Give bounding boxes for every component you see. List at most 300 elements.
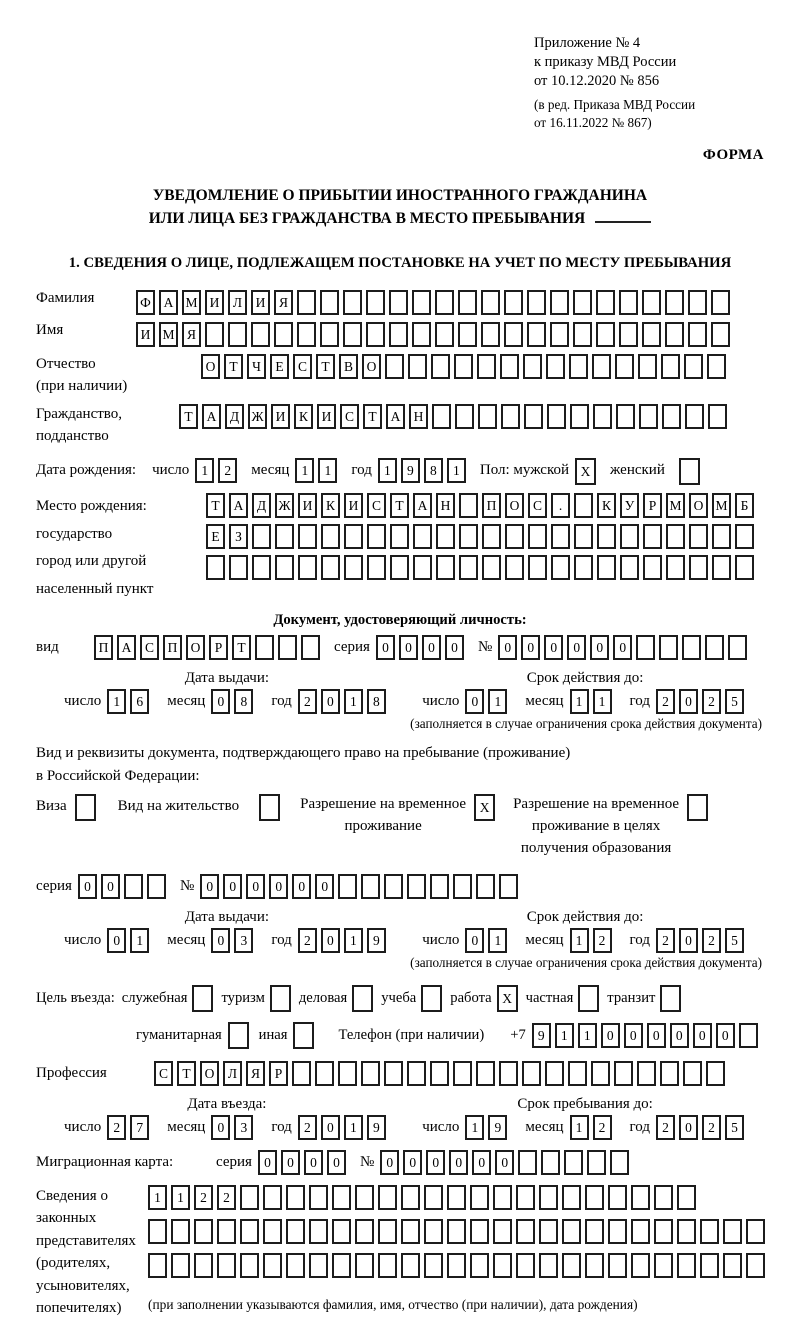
form-cell[interactable]	[458, 322, 477, 347]
form-cell[interactable]	[436, 524, 455, 549]
form-cell[interactable]	[688, 290, 707, 315]
form-cell[interactable]	[401, 1185, 420, 1210]
form-cell[interactable]: 0	[211, 689, 230, 714]
form-cell[interactable]	[518, 1150, 537, 1175]
form-cell[interactable]: П	[482, 493, 501, 518]
form-cell[interactable]	[481, 322, 500, 347]
form-cell[interactable]: 9	[401, 458, 420, 483]
form-cell[interactable]	[707, 354, 726, 379]
form-cell[interactable]	[493, 1219, 512, 1244]
form-cell[interactable]	[390, 524, 409, 549]
form-cell[interactable]	[619, 322, 638, 347]
form-cell[interactable]: 0	[304, 1150, 323, 1175]
id-issued-year-input[interactable]	[298, 689, 390, 714]
form-cell[interactable]	[171, 1253, 190, 1278]
form-cell[interactable]: 0	[258, 1150, 277, 1175]
form-cell[interactable]	[661, 354, 680, 379]
form-cell[interactable]	[147, 874, 166, 899]
form-cell[interactable]	[700, 1219, 719, 1244]
form-cell[interactable]: Р	[209, 635, 228, 660]
purpose-ucheba-checkbox[interactable]	[421, 985, 442, 1012]
form-cell[interactable]	[499, 1061, 518, 1086]
form-cell[interactable]	[453, 1061, 472, 1086]
representatives-line3-input[interactable]	[148, 1253, 769, 1278]
form-cell[interactable]	[596, 322, 615, 347]
form-cell[interactable]	[493, 1253, 512, 1278]
form-cell[interactable]: 0	[281, 1150, 300, 1175]
form-cell[interactable]: З	[229, 524, 248, 549]
form-cell[interactable]	[735, 555, 754, 580]
form-cell[interactable]: 2	[702, 928, 721, 953]
id-valid-day-input[interactable]	[465, 689, 511, 714]
form-cell[interactable]: Т	[232, 635, 251, 660]
form-cell[interactable]	[643, 555, 662, 580]
form-cell[interactable]: 0	[211, 1115, 230, 1140]
form-cell[interactable]: 1	[195, 458, 214, 483]
form-cell[interactable]	[309, 1185, 328, 1210]
form-cell[interactable]: 0	[223, 874, 242, 899]
form-cell[interactable]: И	[317, 404, 336, 429]
form-cell[interactable]	[504, 322, 523, 347]
form-cell[interactable]	[332, 1185, 351, 1210]
form-cell[interactable]	[677, 1253, 696, 1278]
form-cell[interactable]	[528, 524, 547, 549]
form-cell[interactable]	[332, 1253, 351, 1278]
birth-day-input[interactable]	[195, 458, 241, 483]
form-cell[interactable]	[447, 1185, 466, 1210]
form-cell[interactable]: 1	[171, 1185, 190, 1210]
form-cell[interactable]	[660, 1061, 679, 1086]
form-cell[interactable]	[574, 555, 593, 580]
form-cell[interactable]: 1	[570, 928, 589, 953]
form-cell[interactable]	[470, 1219, 489, 1244]
form-cell[interactable]	[677, 1219, 696, 1244]
birthplace-line1-input[interactable]	[206, 493, 758, 518]
form-cell[interactable]: 2	[194, 1185, 213, 1210]
form-cell[interactable]: Ж	[275, 493, 294, 518]
form-cell[interactable]	[562, 1219, 581, 1244]
form-cell[interactable]	[355, 1253, 374, 1278]
form-cell[interactable]: 1	[578, 1023, 597, 1048]
form-cell[interactable]	[574, 524, 593, 549]
form-cell[interactable]	[478, 404, 497, 429]
form-cell[interactable]	[682, 635, 701, 660]
form-cell[interactable]	[413, 524, 432, 549]
form-cell[interactable]	[687, 794, 708, 821]
form-cell[interactable]	[578, 985, 599, 1012]
form-cell[interactable]	[297, 290, 316, 315]
form-cell[interactable]	[706, 1061, 725, 1086]
form-cell[interactable]	[615, 354, 634, 379]
form-cell[interactable]: 2	[107, 1115, 126, 1140]
form-cell[interactable]: М	[712, 493, 731, 518]
form-cell[interactable]	[332, 1219, 351, 1244]
form-cell[interactable]	[251, 322, 270, 347]
form-cell[interactable]	[148, 1219, 167, 1244]
form-cell[interactable]	[228, 322, 247, 347]
form-cell[interactable]	[689, 555, 708, 580]
form-cell[interactable]: 0	[624, 1023, 643, 1048]
form-cell[interactable]	[654, 1185, 673, 1210]
form-cell[interactable]	[378, 1253, 397, 1278]
form-cell[interactable]: 0	[679, 689, 698, 714]
form-cell[interactable]	[301, 635, 320, 660]
form-cell[interactable]: 0	[647, 1023, 666, 1048]
surname-input[interactable]	[136, 290, 734, 315]
form-cell[interactable]	[148, 1253, 167, 1278]
form-cell[interactable]	[689, 524, 708, 549]
form-cell[interactable]	[551, 555, 570, 580]
form-cell[interactable]: С	[340, 404, 359, 429]
form-cell[interactable]: О	[689, 493, 708, 518]
form-cell[interactable]: А	[229, 493, 248, 518]
form-cell[interactable]	[476, 1061, 495, 1086]
form-cell[interactable]	[637, 1061, 656, 1086]
purpose-tranzit-checkbox[interactable]	[660, 985, 681, 1012]
form-cell[interactable]	[642, 290, 661, 315]
form-cell[interactable]: 0	[321, 689, 340, 714]
form-cell[interactable]	[384, 874, 403, 899]
form-cell[interactable]: М	[666, 493, 685, 518]
form-cell[interactable]: М	[159, 322, 178, 347]
form-cell[interactable]: Л	[223, 1061, 242, 1086]
form-cell[interactable]: О	[362, 354, 381, 379]
form-cell[interactable]	[712, 524, 731, 549]
form-cell[interactable]	[505, 555, 524, 580]
form-cell[interactable]	[631, 1219, 650, 1244]
form-cell[interactable]: А	[413, 493, 432, 518]
form-cell[interactable]: Е	[270, 354, 289, 379]
form-cell[interactable]	[408, 354, 427, 379]
form-cell[interactable]: 2	[298, 689, 317, 714]
form-cell[interactable]: 9	[367, 1115, 386, 1140]
form-cell[interactable]	[453, 874, 472, 899]
form-cell[interactable]	[470, 1185, 489, 1210]
form-cell[interactable]: 1	[344, 1115, 363, 1140]
form-cell[interactable]: 9	[488, 1115, 507, 1140]
form-cell[interactable]	[541, 1150, 560, 1175]
form-cell[interactable]	[477, 354, 496, 379]
form-cell[interactable]: И	[271, 404, 290, 429]
form-cell[interactable]	[708, 404, 727, 429]
form-cell[interactable]	[597, 555, 616, 580]
form-cell[interactable]: 0	[601, 1023, 620, 1048]
form-cell[interactable]	[275, 555, 294, 580]
form-cell[interactable]	[523, 354, 542, 379]
form-cell[interactable]	[217, 1253, 236, 1278]
permit-issued-year-input[interactable]	[298, 928, 390, 953]
form-cell[interactable]	[424, 1185, 443, 1210]
permit-valid-month-input[interactable]	[570, 928, 616, 953]
form-cell[interactable]	[711, 290, 730, 315]
purpose-sluzhebnaya-checkbox[interactable]	[192, 985, 213, 1012]
form-cell[interactable]	[384, 1061, 403, 1086]
form-cell[interactable]: 1	[344, 928, 363, 953]
patronymic-input[interactable]	[201, 354, 730, 379]
form-cell[interactable]: О	[200, 1061, 219, 1086]
form-cell[interactable]	[700, 1253, 719, 1278]
form-cell[interactable]: 0	[376, 635, 395, 660]
form-cell[interactable]: 1	[107, 689, 126, 714]
form-cell[interactable]: Я	[182, 322, 201, 347]
form-cell[interactable]: И	[298, 493, 317, 518]
form-cell[interactable]	[659, 635, 678, 660]
form-cell[interactable]	[413, 555, 432, 580]
form-cell[interactable]: 0	[269, 874, 288, 899]
form-cell[interactable]: 0	[246, 874, 265, 899]
migration-seriya-input[interactable]	[258, 1150, 350, 1175]
form-cell[interactable]: 5	[725, 689, 744, 714]
form-cell[interactable]: 1	[318, 458, 337, 483]
form-cell[interactable]	[390, 555, 409, 580]
form-cell[interactable]: В	[339, 354, 358, 379]
form-cell[interactable]: 0	[495, 1150, 514, 1175]
form-cell[interactable]	[524, 404, 543, 429]
form-cell[interactable]	[539, 1253, 558, 1278]
form-cell[interactable]	[546, 354, 565, 379]
form-cell[interactable]	[293, 1022, 314, 1049]
form-cell[interactable]: 0	[292, 874, 311, 899]
form-cell[interactable]	[459, 555, 478, 580]
form-cell[interactable]	[585, 1185, 604, 1210]
form-cell[interactable]: X	[474, 794, 495, 821]
form-cell[interactable]: А	[202, 404, 221, 429]
form-cell[interactable]: 8	[424, 458, 443, 483]
form-cell[interactable]	[631, 1253, 650, 1278]
form-cell[interactable]	[412, 290, 431, 315]
form-cell[interactable]	[274, 322, 293, 347]
form-cell[interactable]	[585, 1219, 604, 1244]
form-cell[interactable]	[527, 290, 546, 315]
form-cell[interactable]: И	[344, 493, 363, 518]
id-valid-month-input[interactable]	[570, 689, 616, 714]
form-cell[interactable]	[412, 322, 431, 347]
form-cell[interactable]: 1	[488, 928, 507, 953]
form-cell[interactable]: 0	[679, 1115, 698, 1140]
form-cell[interactable]	[570, 404, 589, 429]
form-cell[interactable]	[470, 1253, 489, 1278]
form-cell[interactable]	[504, 290, 523, 315]
form-cell[interactable]: 1	[570, 1115, 589, 1140]
form-cell[interactable]: 1	[130, 928, 149, 953]
form-cell[interactable]: 2	[593, 1115, 612, 1140]
permit-valid-day-input[interactable]	[465, 928, 511, 953]
form-cell[interactable]	[643, 524, 662, 549]
form-cell[interactable]: 1	[465, 1115, 484, 1140]
form-cell[interactable]	[286, 1219, 305, 1244]
form-cell[interactable]	[516, 1185, 535, 1210]
form-cell[interactable]	[499, 874, 518, 899]
form-cell[interactable]	[263, 1253, 282, 1278]
form-cell[interactable]	[562, 1253, 581, 1278]
form-cell[interactable]: 0	[211, 928, 230, 953]
form-cell[interactable]: Б	[735, 493, 754, 518]
doc-seriya-input[interactable]	[376, 635, 468, 660]
form-cell[interactable]: 0	[521, 635, 540, 660]
form-cell[interactable]: 1	[344, 689, 363, 714]
entry-month-input[interactable]	[211, 1115, 257, 1140]
form-cell[interactable]	[639, 404, 658, 429]
purpose-inaya-checkbox[interactable]	[293, 1022, 314, 1049]
form-cell[interactable]: 0	[544, 635, 563, 660]
form-cell[interactable]: 1	[378, 458, 397, 483]
form-cell[interactable]: 1	[148, 1185, 167, 1210]
form-cell[interactable]: 0	[613, 635, 632, 660]
form-cell[interactable]: 8	[234, 689, 253, 714]
form-cell[interactable]: 1	[593, 689, 612, 714]
form-cell[interactable]: К	[321, 493, 340, 518]
form-cell[interactable]	[344, 555, 363, 580]
form-cell[interactable]: М	[182, 290, 201, 315]
form-cell[interactable]: Т	[224, 354, 243, 379]
form-cell[interactable]: 2	[593, 928, 612, 953]
form-cell[interactable]	[240, 1219, 259, 1244]
form-cell[interactable]	[688, 322, 707, 347]
form-cell[interactable]	[435, 290, 454, 315]
form-cell[interactable]: К	[597, 493, 616, 518]
form-cell[interactable]	[516, 1219, 535, 1244]
representatives-line2-input[interactable]	[148, 1219, 769, 1244]
name-input[interactable]	[136, 322, 734, 347]
purpose-rabota-checkbox[interactable]	[497, 985, 518, 1012]
form-cell[interactable]: 1	[488, 689, 507, 714]
form-cell[interactable]	[297, 322, 316, 347]
form-cell[interactable]	[124, 874, 143, 899]
form-cell[interactable]: 9	[367, 928, 386, 953]
form-cell[interactable]	[240, 1185, 259, 1210]
form-cell[interactable]: 1	[555, 1023, 574, 1048]
form-cell[interactable]	[320, 322, 339, 347]
form-cell[interactable]	[366, 322, 385, 347]
rvp-education-checkbox[interactable]	[687, 794, 708, 821]
purpose-turizm-checkbox[interactable]	[270, 985, 291, 1012]
form-cell[interactable]	[591, 1061, 610, 1086]
form-cell[interactable]	[705, 635, 724, 660]
form-cell[interactable]	[677, 1185, 696, 1210]
form-cell[interactable]: С	[140, 635, 159, 660]
form-cell[interactable]: 0	[403, 1150, 422, 1175]
representatives-line1-input[interactable]	[148, 1185, 769, 1210]
form-cell[interactable]	[551, 524, 570, 549]
form-cell[interactable]	[205, 322, 224, 347]
form-cell[interactable]	[421, 985, 442, 1012]
form-cell[interactable]: Д	[252, 493, 271, 518]
form-cell[interactable]	[352, 985, 373, 1012]
form-cell[interactable]: 7	[130, 1115, 149, 1140]
form-cell[interactable]	[192, 985, 213, 1012]
form-cell[interactable]: 0	[426, 1150, 445, 1175]
form-cell[interactable]	[292, 1061, 311, 1086]
form-cell[interactable]	[407, 874, 426, 899]
form-cell[interactable]: И	[205, 290, 224, 315]
form-cell[interactable]	[636, 635, 655, 660]
form-cell[interactable]: 0	[472, 1150, 491, 1175]
form-cell[interactable]	[550, 322, 569, 347]
form-cell[interactable]	[539, 1219, 558, 1244]
form-cell[interactable]	[315, 1061, 334, 1086]
form-cell[interactable]	[568, 1061, 587, 1086]
form-cell[interactable]: П	[94, 635, 113, 660]
form-cell[interactable]: П	[163, 635, 182, 660]
form-cell[interactable]: Л	[228, 290, 247, 315]
form-cell[interactable]	[723, 1219, 742, 1244]
form-cell[interactable]	[278, 635, 297, 660]
form-cell[interactable]: 0	[590, 635, 609, 660]
form-cell[interactable]	[263, 1185, 282, 1210]
form-cell[interactable]	[679, 458, 700, 485]
form-cell[interactable]: 2	[702, 689, 721, 714]
permit-seriya-input[interactable]	[78, 874, 170, 899]
form-cell[interactable]: Н	[436, 493, 455, 518]
form-cell[interactable]	[746, 1219, 765, 1244]
form-cell[interactable]	[275, 524, 294, 549]
form-cell[interactable]	[593, 404, 612, 429]
form-cell[interactable]: Т	[206, 493, 225, 518]
form-cell[interactable]	[620, 555, 639, 580]
form-cell[interactable]: Н	[409, 404, 428, 429]
entry-year-input[interactable]	[298, 1115, 390, 1140]
doc-type-input[interactable]	[94, 635, 324, 660]
form-cell[interactable]	[378, 1185, 397, 1210]
form-cell[interactable]	[501, 404, 520, 429]
form-cell[interactable]: К	[294, 404, 313, 429]
form-cell[interactable]	[550, 290, 569, 315]
form-cell[interactable]: Я	[274, 290, 293, 315]
form-cell[interactable]	[746, 1253, 765, 1278]
birthplace-line2-input[interactable]	[206, 524, 758, 549]
form-cell[interactable]: 0	[465, 928, 484, 953]
form-cell[interactable]: Я	[246, 1061, 265, 1086]
migration-num-input[interactable]	[380, 1150, 633, 1175]
phone-input[interactable]	[532, 1023, 762, 1048]
form-cell[interactable]: 0	[567, 635, 586, 660]
form-cell[interactable]	[482, 524, 501, 549]
form-cell[interactable]	[505, 524, 524, 549]
form-cell[interactable]	[666, 555, 685, 580]
id-valid-year-input[interactable]	[656, 689, 748, 714]
form-cell[interactable]: Т	[177, 1061, 196, 1086]
form-cell[interactable]	[321, 524, 340, 549]
form-cell[interactable]: 0	[670, 1023, 689, 1048]
form-cell[interactable]: 5	[725, 928, 744, 953]
form-cell[interactable]	[459, 493, 478, 518]
form-cell[interactable]	[547, 404, 566, 429]
form-cell[interactable]: А	[386, 404, 405, 429]
form-cell[interactable]: 9	[532, 1023, 551, 1048]
profession-input[interactable]	[154, 1061, 729, 1086]
form-cell[interactable]: О	[201, 354, 220, 379]
form-cell[interactable]: 2	[298, 1115, 317, 1140]
form-cell[interactable]	[528, 555, 547, 580]
form-cell[interactable]	[255, 635, 274, 660]
form-cell[interactable]	[75, 794, 96, 821]
form-cell[interactable]	[608, 1219, 627, 1244]
form-cell[interactable]	[431, 354, 450, 379]
form-cell[interactable]: 0	[422, 635, 441, 660]
purpose-chastnaya-checkbox[interactable]	[578, 985, 599, 1012]
form-cell[interactable]	[171, 1219, 190, 1244]
form-cell[interactable]: С	[528, 493, 547, 518]
form-cell[interactable]	[597, 524, 616, 549]
form-cell[interactable]	[585, 1253, 604, 1278]
form-cell[interactable]: 2	[298, 928, 317, 953]
form-cell[interactable]: Т	[390, 493, 409, 518]
id-issued-day-input[interactable]	[107, 689, 153, 714]
form-cell[interactable]	[685, 404, 704, 429]
form-cell[interactable]	[194, 1253, 213, 1278]
form-cell[interactable]	[527, 322, 546, 347]
birth-month-input[interactable]	[295, 458, 341, 483]
